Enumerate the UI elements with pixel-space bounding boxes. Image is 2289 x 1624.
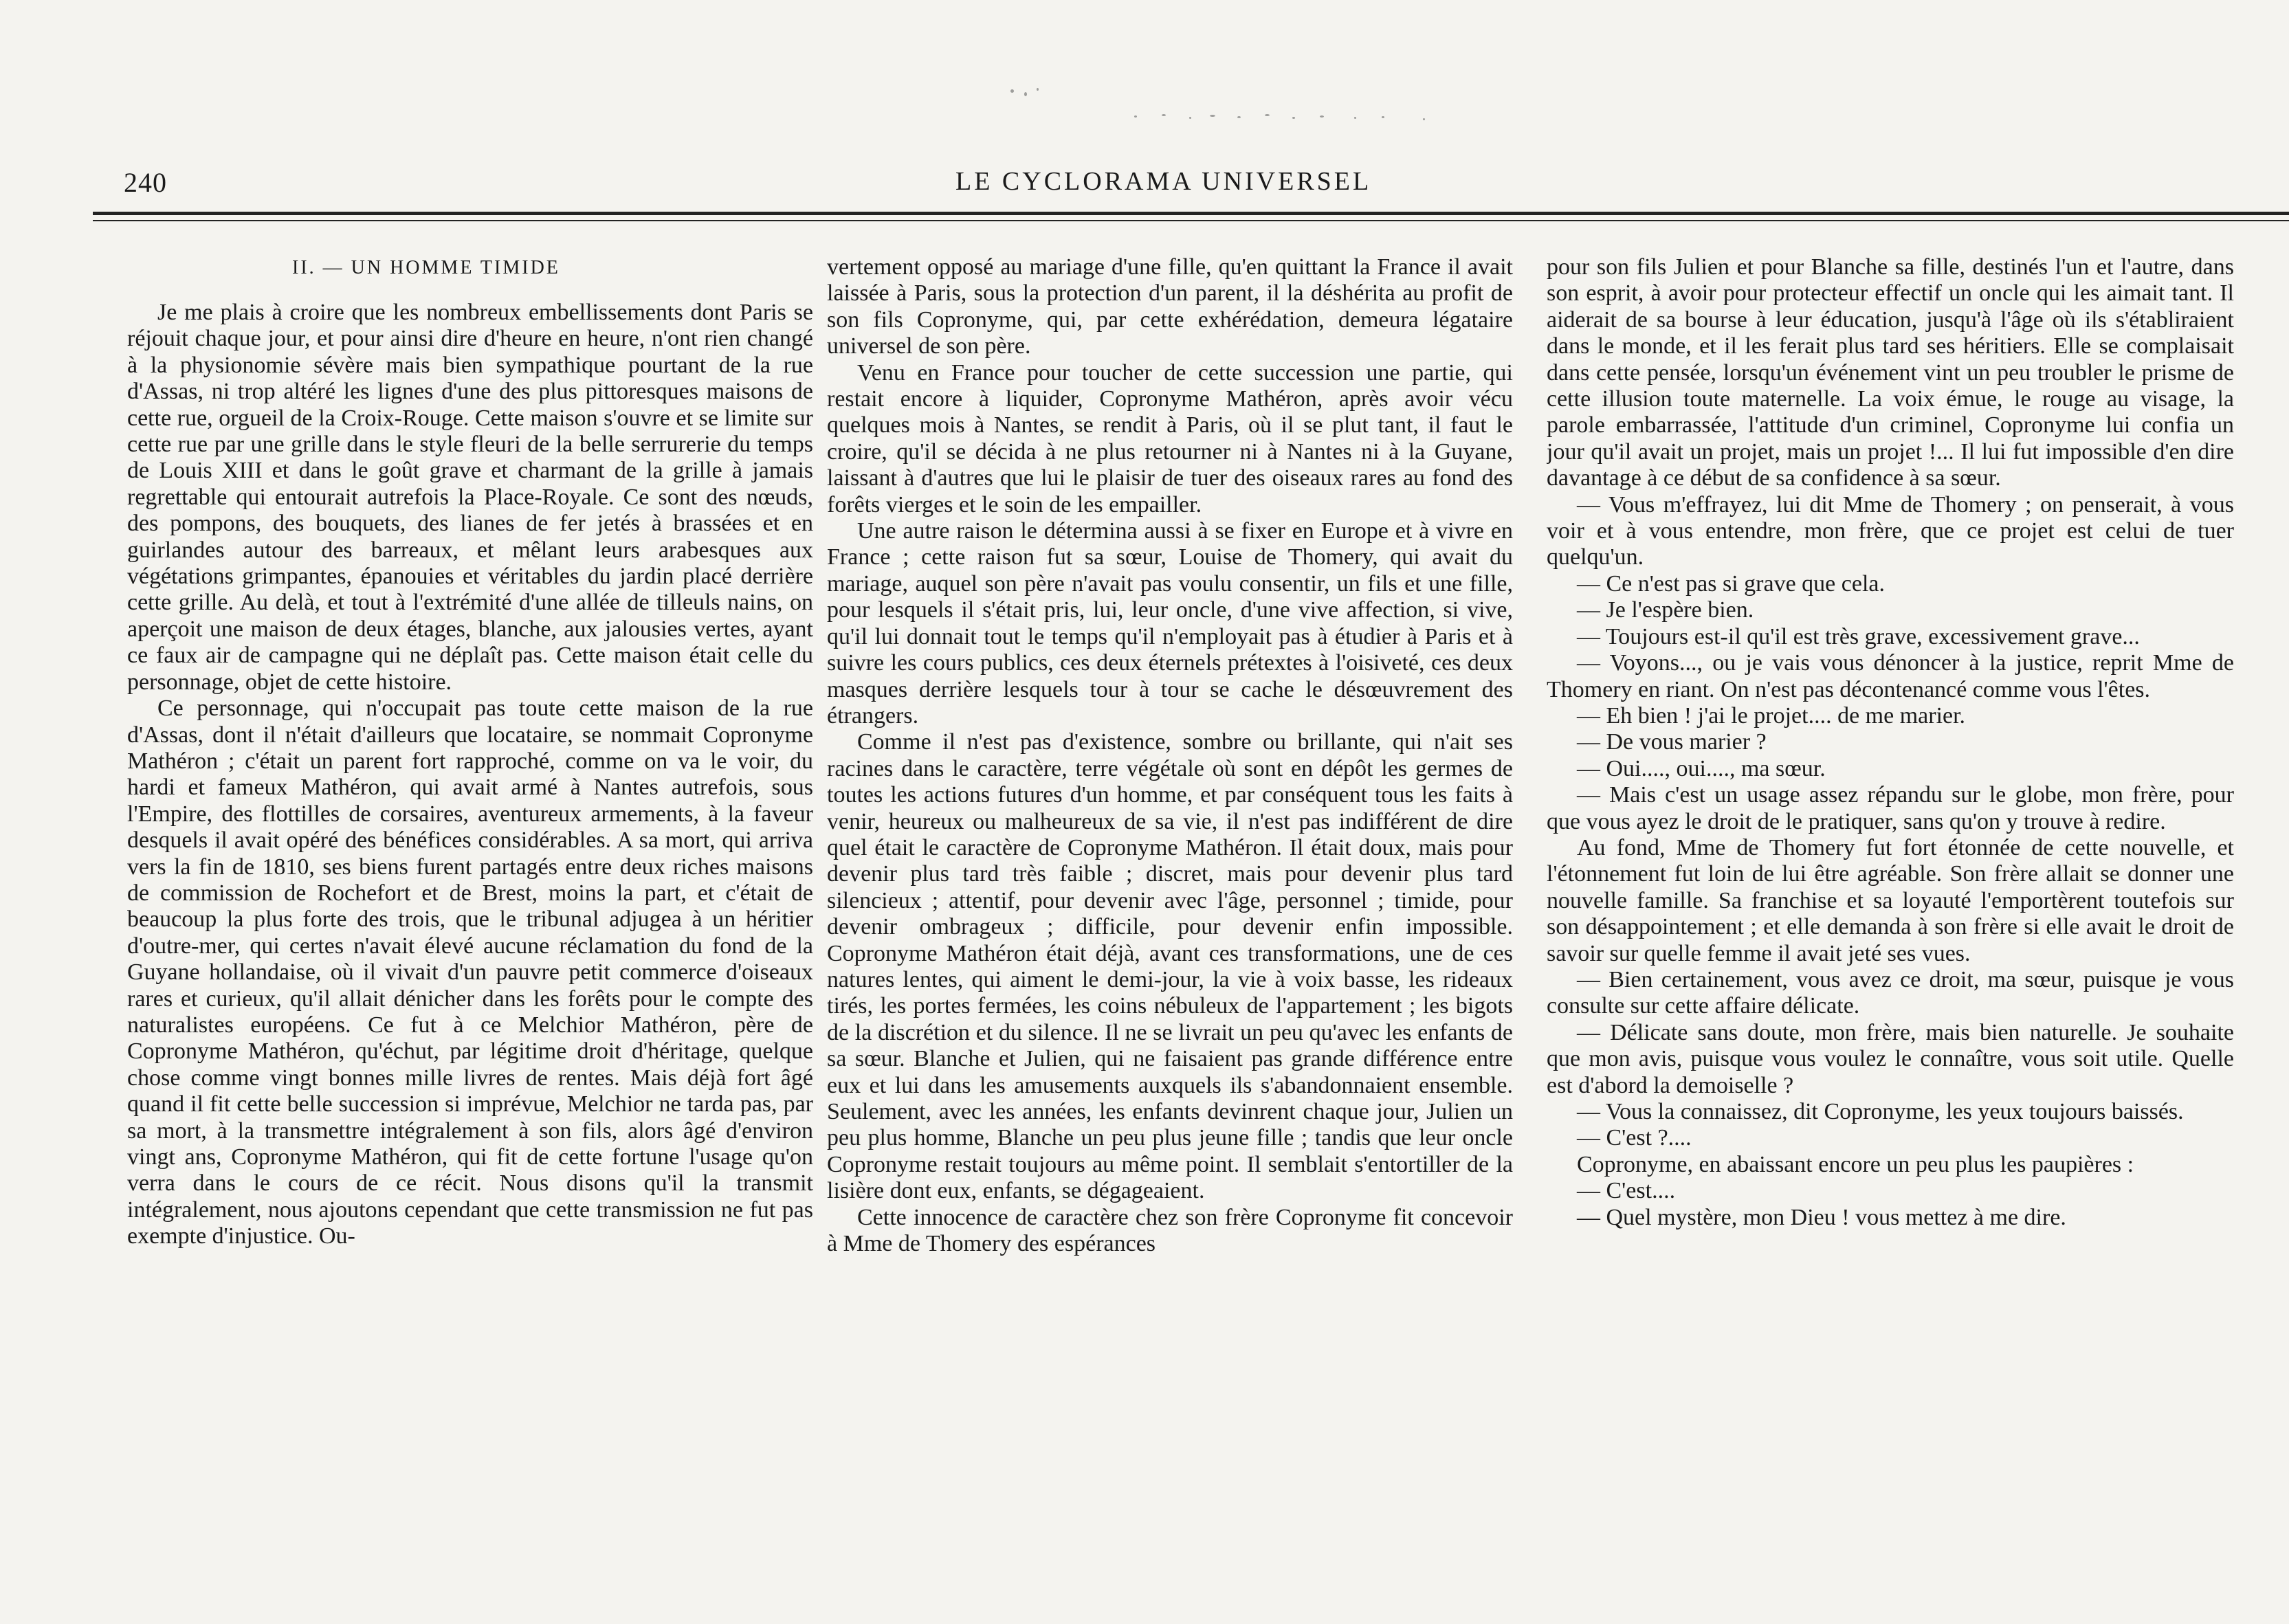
paragraph: Comme il n'est pas d'existence, sombre ou brillante, qui n'ait ses racines dans le caractère, terre végétale où sont en dépôt les germes de toutes les actions futures d'un homme, et par conséquent tous les faits à venir, heureux ou malheureux de sa vie, il n'est pas indifférent de dire quel était le caractère de Copronyme Mathéron. Il était doux, mais pour devenir plus tard très faible ; discret, mais pour devenir plus tard silencieux ; attentif, pour devenir avec l'âge, personnel ; timide, pour devenir ombrageux ; difficile, pour devenir enfin impossible. Copronyme Mathéron était déjà, avant ces transformations, une de ces natures lentes, qui aiment le demi-jour, la vie à voix basse, les rideaux tirés, les portes fermées, les coins nébuleux de l'appartement ; les bigots de la discrétion et du silence. Il ne se livrait un peu qu'avec les enfants de sa sœur. Blanche et Julien, qui ne faisaient pas grande différence entre eux et lui dans les amusements auxquels ils s'abandonnaient ensemble. Seulement, avec les années, les enfants devinrent chaque jour, Julien un peu plus homme, Blanche un peu plus jeune fille ; tandis que leur oncle Copronyme restait toujours au même point. Il semblait s'entortiller de la lisière dont eux, enfants, se dégageaient. xyxy=(827,729,1513,1204)
paragraph: vertement opposé au mariage d'une fille, qu'en quittant la France il avait laissée à Paris, sous la protection d'un parent, il la déshérita au profit de son fils Copronyme, qui, par cette exhérédation, demeura légataire universel de son père. xyxy=(827,254,1513,359)
running-title: LE CYCLORAMA UNIVERSEL xyxy=(955,167,1372,196)
paragraph: — Voyons..., ou je vais vous dénoncer à la justice, reprit Mme de Thomery en riant. On n'est pas décontenancé comme vous l'êtes. xyxy=(1547,650,2234,702)
paragraph: — C'est ?.... xyxy=(1577,1125,1692,1151)
paragraph: — Quel mystère, mon Dieu ! vous mettez à me dire. xyxy=(1577,1204,2066,1230)
paragraph: — De vous marier ? xyxy=(1577,729,1767,755)
text-column-3 xyxy=(1547,254,2234,1601)
paragraph: — Eh bien ! j'ai le projet.... de me marier. xyxy=(1577,702,1966,728)
section-title: II. — UN HOMME TIMIDE xyxy=(292,257,560,278)
paragraph: — Oui...., oui...., ma sœur. xyxy=(1577,755,1826,781)
paragraph: Je me plais à croire que les nombreux embellissements dont Paris se réjouit chaque jour, et pour ainsi dire d'heure en heure, n'ont rien changé à la physionomie sévère mais bien sympathique pourtant de la rue d'Assas, ni trop altéré les lignes d'une des plus pittoresques maisons de cette rue, orgueil de la Croix-Rouge. Cette maison s'ouvre et se limite sur cette rue par une grille dans le style fleuri de la belle serrurerie du temps de Louis XIII et dans le goût grave et charmant de la grille à jamais regrettable qui entourait autrefois la Place-Royale. Ce sont des nœuds, des pompons, des bouquets, des lianes de fer jetés à brassées et en guirlandes autour des barreaux, et mêlant leurs arabesques aux végétations grimpantes, épanouies et véritables du jardin placé derrière cette grille. Au delà, et tout à l'extrémité d'une allée de tilleuls nains, on aperçoit une maison de deux étages, blanche, aux jalousies vertes, ayant ce faux air de campagne qui ne déplaît pas. Cette maison était celle du personnage, objet de cette histoire. xyxy=(127,300,813,695)
page-header xyxy=(82,166,2289,208)
print-specks xyxy=(997,82,1478,144)
paragraph: — Vous la connaissez, dit Copronyme, les yeux toujours baissés. xyxy=(1577,1099,2184,1124)
paragraph: — Ce n'est pas si grave que cela. xyxy=(1577,570,1885,597)
paragraph: Au fond, Mme de Thomery fut fort étonnée de cette nouvelle, et l'étonnement fut loin de lui être agréable. Son frère allait se donner une nouvelle famille. Sa franchise et sa loyauté l'emportèrent toutefois sur son désappointement ; et elle demanda à son frère si elle avait le droit de savoir sur quelle femme il avait jeté ses vues. xyxy=(1547,834,2234,966)
paragraph: — C'est.... xyxy=(1577,1178,1676,1204)
paragraph: — Délicate sans doute, mon frère, mais bien naturelle. Je souhaite que mon avis, puisque vous voulez le connaître, vous soit utile. Quelle est d'abord la demoiselle ? xyxy=(1547,1019,2234,1098)
text-column-2 xyxy=(827,254,1513,1601)
paragraph: — Mais c'est un usage assez répandu sur le globe, mon frère, pour que vous ayez le droit de le pratiquer, sans qu'on y trouve à redire. xyxy=(1547,782,2234,834)
header-rule-thick xyxy=(93,212,2289,215)
header-rule-thin xyxy=(93,220,2289,221)
paragraph: — Toujours est-il qu'il est très grave, excessivement grave... xyxy=(1577,623,2140,649)
paragraph: — Bien certainement, vous avez ce droit, ma sœur, puisque je vous consulte sur cette affaire délicate. xyxy=(1547,966,2234,1019)
paragraph: Cette innocence de caractère chez son frère Copronyme fit concevoir à Mme de Thomery des espérances xyxy=(827,1204,1513,1257)
paragraph: Ce personnage, qui n'occupait pas toute cette maison de la rue d'Assas, dont il n'était d'ailleurs que locataire, se nommait Copronyme Mathéron ; c'était un parent fort rapproché, comme on va le voir, du hardi et fameux Mathéron, qui avait armé à Nantes autrefois, sous l'Empire, des flottilles de corsaires, aventureux armements, à la faveur desquels il avait opéré des bénéfices considérables. A sa mort, qui arriva vers la fin de 1810, ses biens furent partagés entre deux riches maisons de commission de Rochefort et de Brest, moins la part, et c'était de beaucoup la plus forte des trois, que le tribunal adjugea à un héritier d'outre-mer, qui certes n'avait élevé aucune réclamation du fond de la Guyane hollandaise, où il vivait d'un pauvre petit commerce d'oiseaux rares et curieux, qu'il allait dénicher dans les forêts pour le compte des naturalistes européens. Ce fut à ce Melchior Mathéron, père de Copronyme Mathéron, qu'échut, par légitime droit d'héritage, quelque chose comme vingt bonnes mille livres de rentes. Mais déjà fort âgé quand il fit cette belle succession si imprévue, Melchior ne tarda pas, par sa mort, à la transmettre intégralement à son fils, alors âgé d'environ vingt ans, Copronyme Mathéron, qui fit de cette fortune l'usage qu'on verra dans le cours de ce récit. Nous disons qu'il la transmit intégralement, nous ajoutons cependant que cette transmission ne fut pas exempte d'injustice. Ou- xyxy=(127,696,813,1249)
page-number: 240 xyxy=(124,167,167,198)
paragraph: — Vous m'effrayez, lui dit Mme de Thomery ; on penserait, à vous voir et à vous entendre, mon frère, que ce projet est celui de tuer quelqu'un. xyxy=(1547,491,2234,570)
paragraph: Venu en France pour toucher de cette succession une partie, qui restait encore à liquider, Copronyme Mathéron, après avoir vécu quelques mois à Nantes, se rendit à Paris, où il se plut tant, il faut le croire, qu'il se décida à ne plus retourner ni à Nantes ni à la Guyane, laissant à d'autres que lui le plaisir de tuer des oiseaux rares au fond des forêts vierges et le soin de les empailler. xyxy=(827,359,1513,518)
paragraph: — Je l'espère bien. xyxy=(1577,597,1754,623)
paragraph: Une autre raison le détermina aussi à se fixer en Europe et à vivre en France ; cette raison fut sa sœur, Louise de Thomery, qui avait du mariage, auquel son père n'avait pas voulu consentir, un fils et une fille, pour lesquels il s'était pris, lui, leur oncle, d'une vive affection, si vive, qu'il lui donnait tout le temps qu'il n'employait pas à étudier à Paris et à suivre les cours publics, ces deux éternels prétextes à l'oisiveté, ces deux masques derrière lesquels tour à tour se cache le désœuvrement des étrangers. xyxy=(827,518,1513,728)
text-column-1 xyxy=(127,254,813,1601)
paragraph: pour son fils Julien et pour Blanche sa fille, destinés l'un et l'autre, dans son esprit, à avoir pour protecteur effectif un oncle qui les aimait tant. Il aiderait de sa bourse à leur éducation, jusqu'à l'âge où ils s'établiraient dans le monde, et il les ferait plus tard ses héritiers. Elle se complaisait dans cette pensée, lorsqu'un événement vint un peu troubler le prisme de cette illusion toute maternelle. La voix émue, le rouge au visage, la parole embarrassée, l'attitude d'un criminel, Copronyme lui confia un jour qu'il avait un projet, mais un projet !... Il lui fut impossible d'en dire davantage à ce début de sa confidence à sa sœur. xyxy=(1547,254,2234,491)
paragraph: Copronyme, en abaissant encore un peu plus les paupières : xyxy=(1577,1151,2134,1177)
